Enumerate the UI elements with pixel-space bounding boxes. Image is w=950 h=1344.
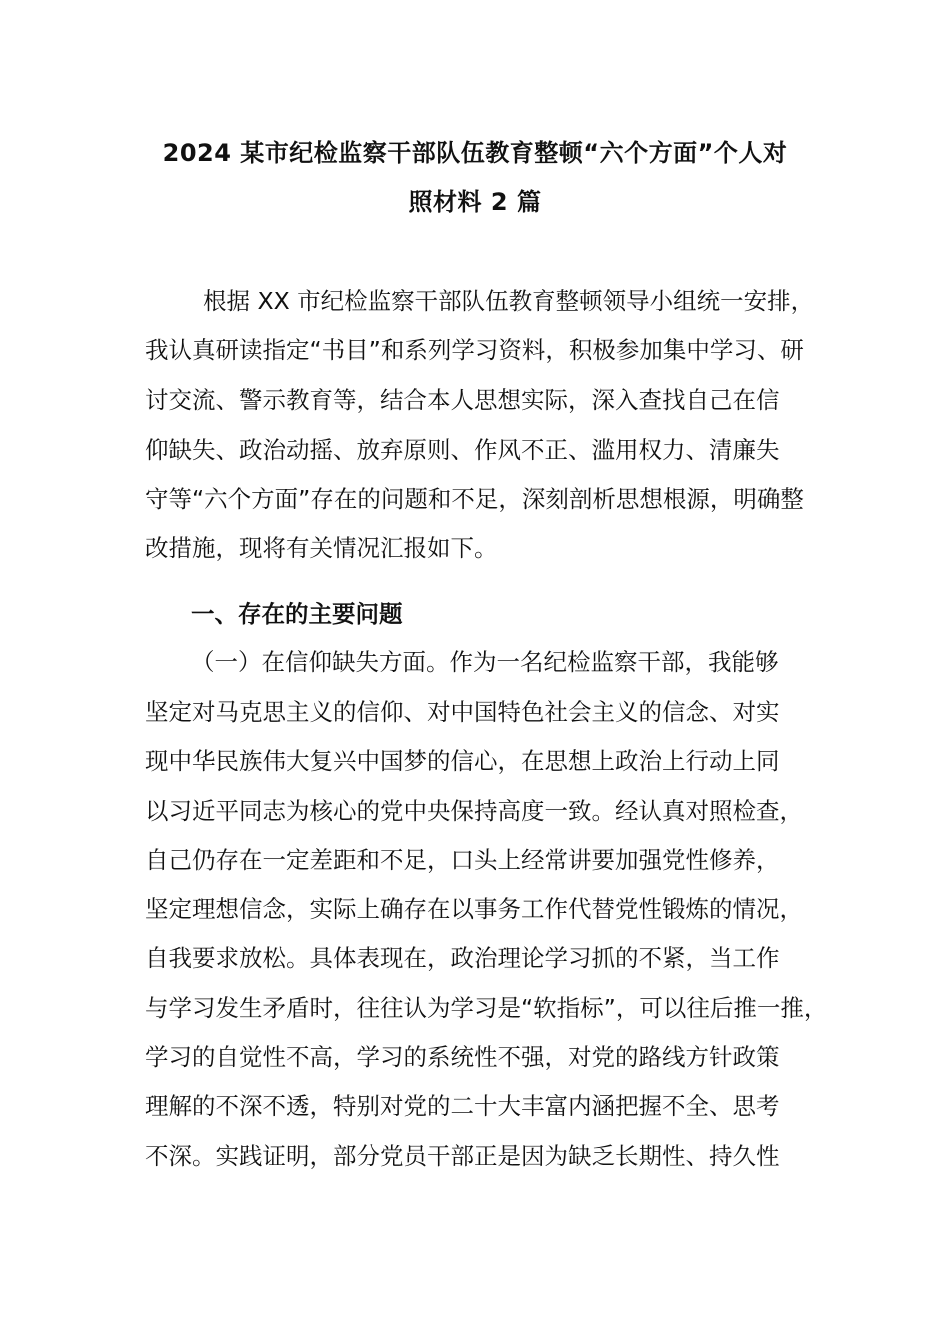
section-line: 坚定理想信念，实际上确存在以事务工作代替党性锻炼的情况， [145,895,803,923]
section-line: 自我要求放松。具体表现在，政治理论学习抓的不紧，当工作 [145,944,780,972]
section-line: （一）在信仰缺失方面。作为一名纪检监察干部，我能够 [191,648,779,676]
section-line: 不深。实践证明，部分党员干部正是因为缺乏长期性、持久性 [145,1142,780,1170]
intro-line: 守等“六个方面”存在的问题和不足，深刻剖析思想根源，明确整 [145,485,804,513]
section-line: 与学习发生矛盾时，往往认为学习是“软指标”，可以往后推一推， [145,994,828,1022]
section-line: 自己仍存在一定差距和不足，口头上经常讲要加强党性修养， [145,846,780,874]
section-line: 现中华民族伟大复兴中国梦的信心，在思想上政治上行动上同 [145,747,780,775]
document-title-line-2: 照材料 2 篇 [408,188,542,216]
section-line: 以习近平同志为核心的党中央保持高度一致。经认真对照检查， [145,797,803,825]
intro-line: 我认真研读指定“书目”和系列学习资料，积极参加集中学习、研 [145,336,804,364]
intro-line: 根据 XX 市纪检监察干部队伍教育整顿领导小组统一安排， [203,287,815,315]
intro-line: 仰缺失、政治动摇、放弃原则、作风不正、滥用权力、清廉失 [145,436,780,464]
section-heading: 一、存在的主要问题 [191,600,403,628]
section-line: 坚定对马克思主义的信仰、对中国特色社会主义的信念、对实 [145,698,780,726]
intro-line: 改措施，现将有关情况汇报如下。 [145,534,498,562]
section-line: 学习的自觉性不高，学习的系统性不强，对党的路线方针政策 [145,1043,780,1071]
section-line: 理解的不深不透，特别对党的二十大丰富内涵把握不全、思考 [145,1092,780,1120]
intro-line: 讨交流、警示教育等，结合本人思想实际，深入查找自己在信 [145,386,780,414]
document-title-line-1: 2024 某市纪检监察干部队伍教育整顿“六个方面”个人对 [162,139,788,167]
